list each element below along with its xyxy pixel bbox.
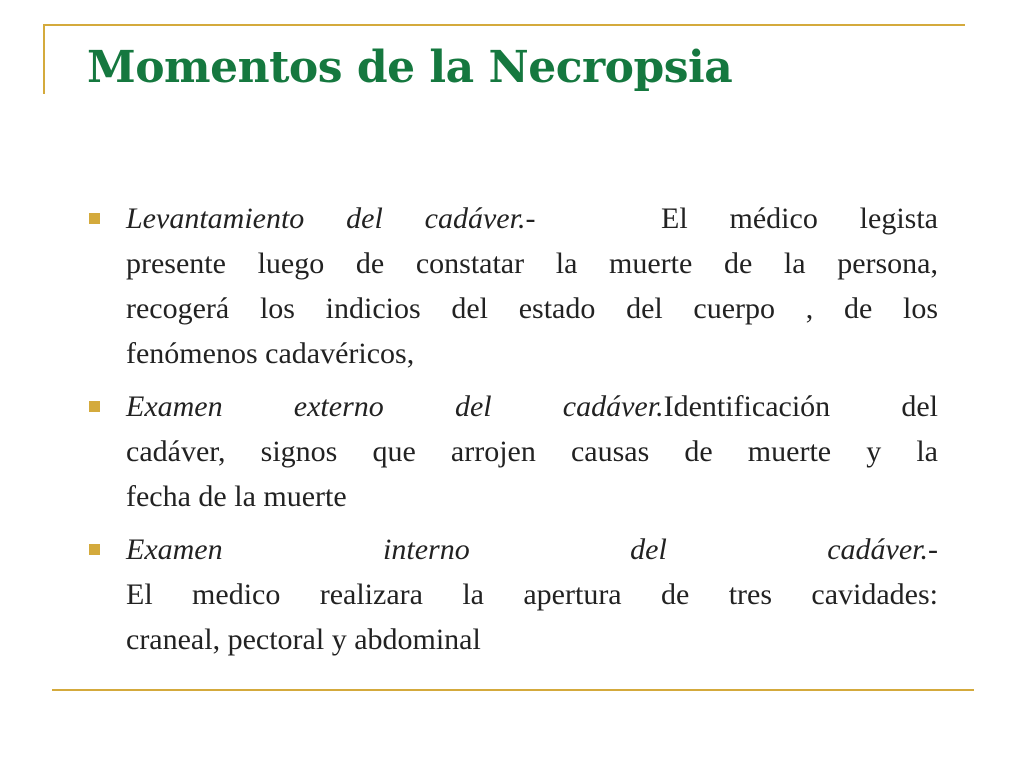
slide-title: Momentos de la Necropsia <box>87 42 733 93</box>
bullet-term: Examen interno del cadáver.- <box>126 533 938 566</box>
left-divider-line <box>43 24 45 94</box>
bullet-term: Levantamiento del cadáver.- <box>126 202 536 235</box>
bullet-line: recogerá los indicios del estado del cuerpo , de los <box>126 292 938 325</box>
bullet-text: El médico legista <box>661 202 938 235</box>
bullet-term: Examen externo del cadáver. <box>126 390 664 423</box>
bullet-line: cadáver, signos que arrojen causas de muerte y la <box>126 435 938 468</box>
bullet-item-examen-interno <box>86 527 938 662</box>
bullet-line <box>126 384 938 429</box>
bullet-line: presente luego de constatar la muerte de la persona, <box>126 247 938 280</box>
bullet-line: fenómenos cadavéricos, <box>126 337 415 370</box>
bullet-line: El medico realizara la apertura de tres cavidades: <box>126 578 938 611</box>
bottom-divider-line <box>52 689 974 691</box>
bullet-item-levantamiento <box>86 196 938 376</box>
bullet-line <box>126 196 938 241</box>
top-divider-line <box>43 24 965 26</box>
square-bullet-icon <box>89 401 100 412</box>
bullet-line: fecha de la muerte <box>126 480 347 513</box>
square-bullet-icon <box>89 213 100 224</box>
bullet-text: Identificación del <box>663 390 938 423</box>
bullet-line: craneal, pectoral y abdominal <box>126 623 481 656</box>
square-bullet-icon <box>89 544 100 555</box>
bullet-list <box>86 196 938 670</box>
bullet-item-examen-externo <box>86 384 938 519</box>
